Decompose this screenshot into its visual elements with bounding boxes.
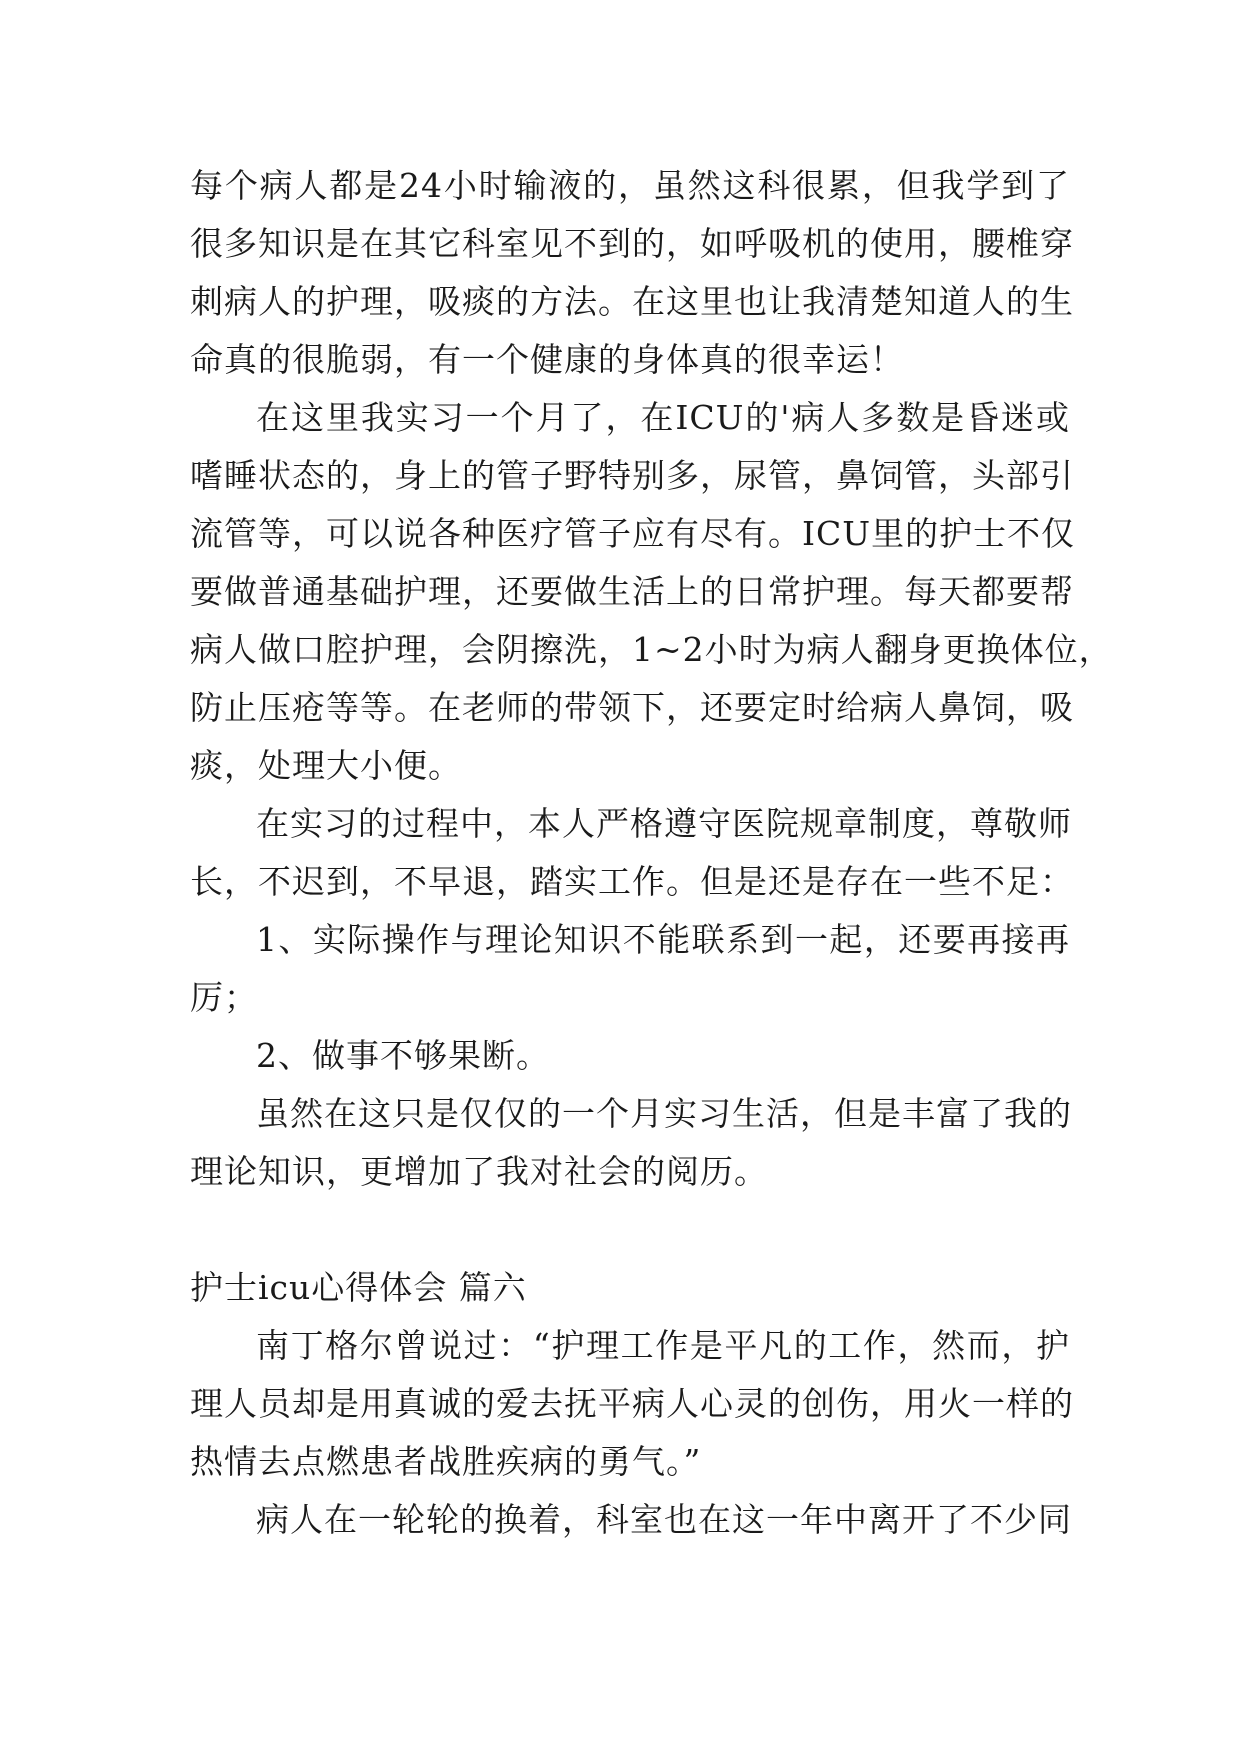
text-line: 理人员却是用真诚的爱去抚平病人心灵的创伤，用火一样的 bbox=[190, 1384, 1074, 1423]
text-line: 1、实际操作与理论知识不能联系到一起，还要再接再 bbox=[256, 920, 1070, 959]
text-line: 在实习的过程中，本人严格遵守医院规章制度，尊敬师 bbox=[256, 804, 1072, 843]
text-line: 厉； bbox=[190, 978, 258, 1017]
text-line: 热情去点燃患者战胜疾病的勇气。” bbox=[190, 1442, 702, 1481]
section-heading: 护士icu心得体会 篇六 bbox=[190, 1268, 527, 1307]
text-line: 防止压疮等等。在老师的带领下，还要定时给病人鼻饲，吸 bbox=[190, 688, 1074, 727]
text-line: 虽然在这只是仅仅的一个月实习生活，但是丰富了我的 bbox=[256, 1094, 1072, 1133]
text-line: 要做普通基础护理，还要做生活上的日常护理。每天都要帮 bbox=[190, 572, 1074, 611]
text-line: 2、做事不够果断。 bbox=[256, 1036, 550, 1075]
text-line: 病人在一轮轮的换着，科室也在这一年中离开了不少同 bbox=[256, 1500, 1072, 1539]
text-line: 刺病人的护理，吸痰的方法。在这里也让我清楚知道人的生 bbox=[190, 282, 1074, 321]
text-line: 理论知识，更增加了我对社会的阅历。 bbox=[190, 1152, 768, 1191]
text-line: 嗜睡状态的，身上的管子野特别多，尿管，鼻饲管，头部引 bbox=[190, 456, 1074, 495]
text-line: 长，不迟到，不早退，踏实工作。但是还是存在一些不足： bbox=[190, 862, 1074, 901]
text-line: 在这里我实习一个月了，在ICU的'病人多数是昏迷或 bbox=[256, 398, 1070, 437]
text-line: 南丁格尔曾说过：“护理工作是平凡的工作，然而，护 bbox=[256, 1326, 1070, 1365]
text-line: 流管等，可以说各种医疗管子应有尽有。ICU里的护士不仅 bbox=[190, 514, 1076, 553]
text-line: 命真的很脆弱，有一个健康的身体真的很幸运！ bbox=[190, 340, 904, 379]
text-line: 每个病人都是24小时输液的，虽然这科很累，但我学到了 bbox=[190, 166, 1070, 205]
text-line: 病人做口腔护理，会阴擦洗，1~2小时为病人翻身更换体位， bbox=[190, 630, 1113, 669]
text-line: 痰，处理大小便。 bbox=[190, 746, 462, 785]
text-line: 很多知识是在其它科室见不到的，如呼吸机的使用，腰椎穿 bbox=[190, 224, 1074, 263]
